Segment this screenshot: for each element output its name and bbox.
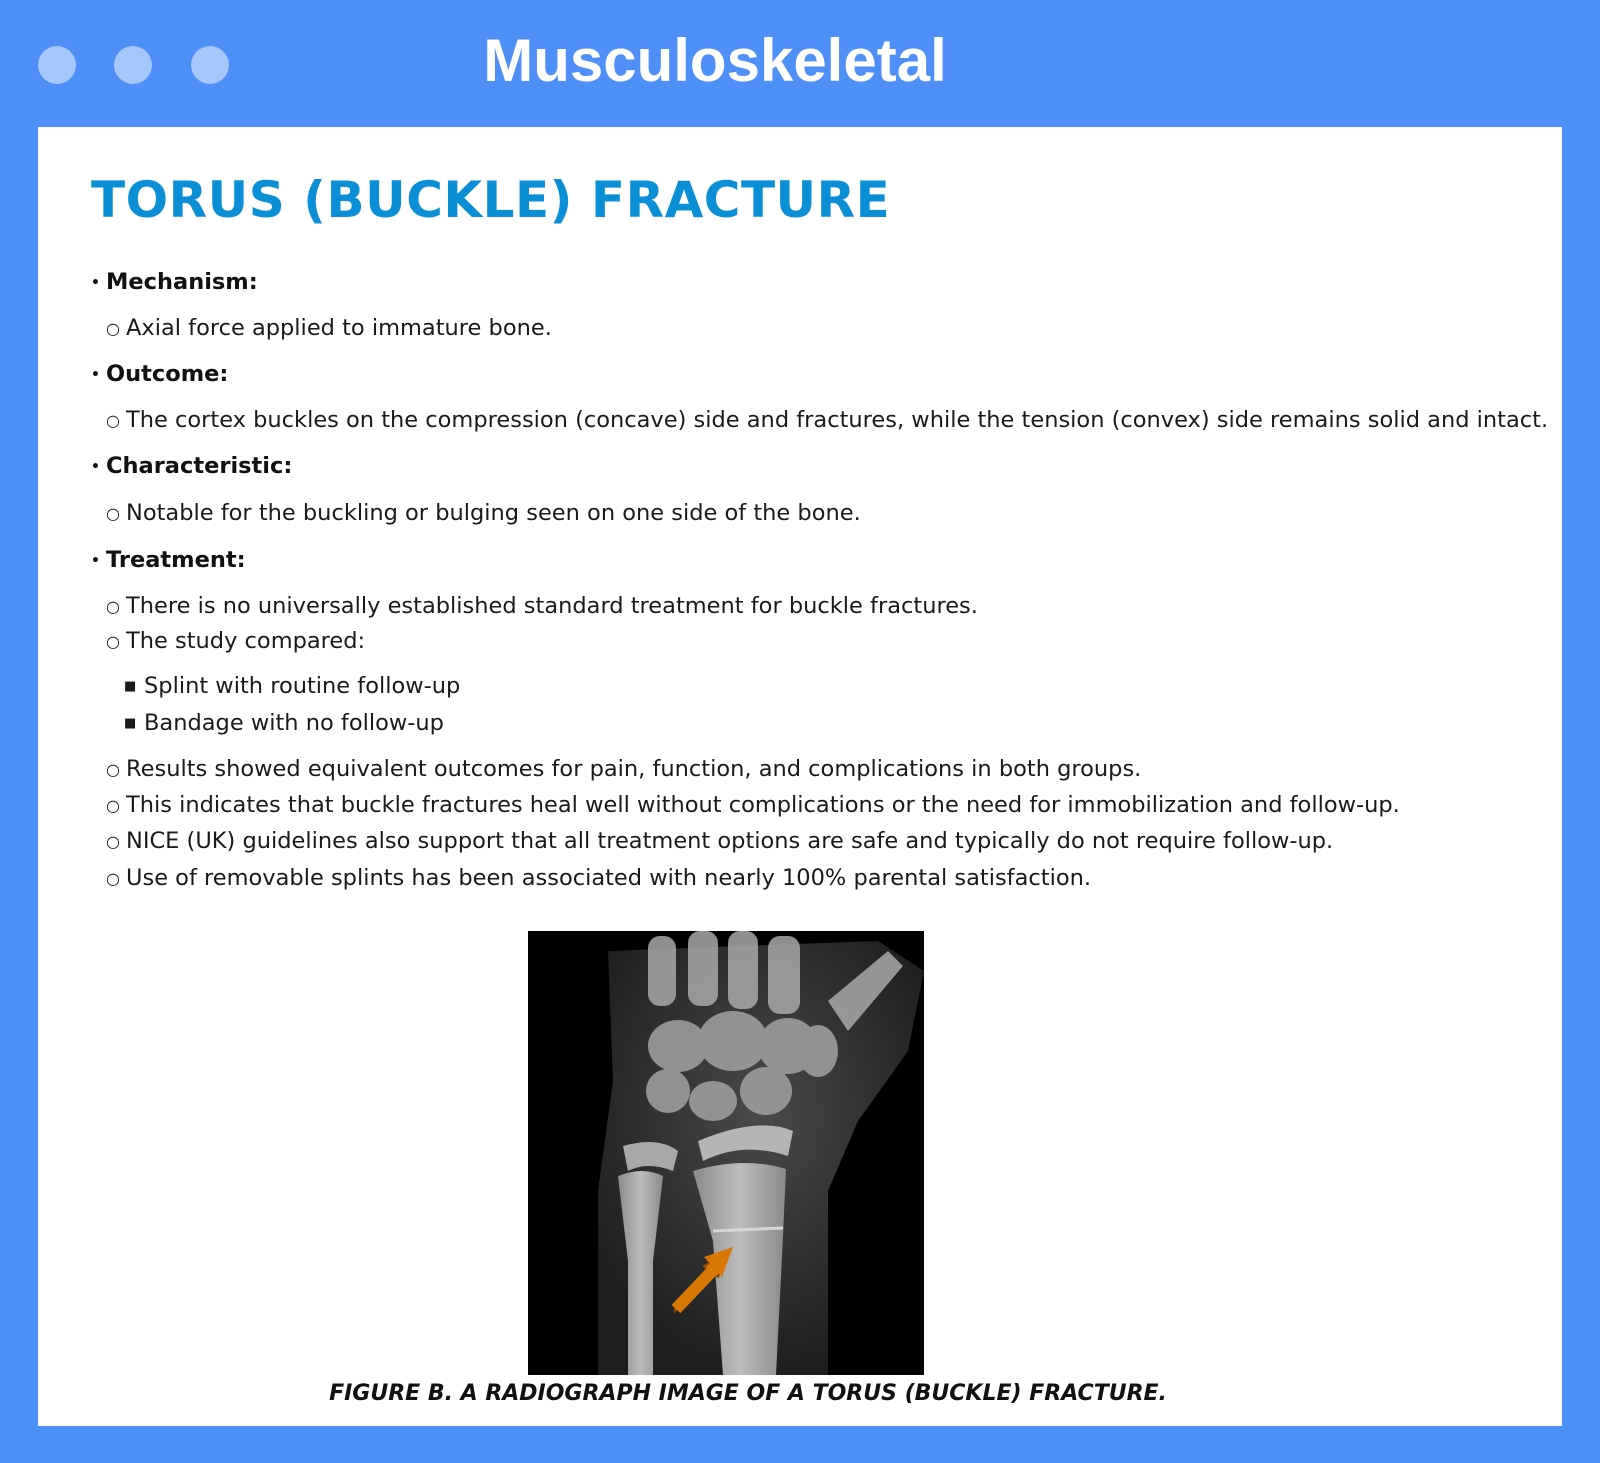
document-panel bbox=[38, 127, 1562, 1426]
section-heading-mechanism: • Mechanism: bbox=[91, 269, 258, 295]
section-heading-characteristic: • Characteristic: bbox=[91, 453, 293, 479]
section-heading-treatment: • Treatment: bbox=[91, 547, 246, 573]
list-item: ○ The study compared: bbox=[106, 628, 366, 654]
window-title: Musculoskeletal bbox=[483, 27, 947, 94]
list-item: ○ Results showed equivalent outcomes for pain, function, and complications in both groups. bbox=[106, 756, 1142, 782]
list-item: ○ Axial force applied to immature bone. bbox=[106, 315, 552, 341]
wrist-xray-illustration bbox=[528, 931, 924, 1375]
list-item: ○ Use of removable splints has been associated with nearly 100% parental satisfaction. bbox=[106, 865, 1092, 891]
section-heading-outcome: • Outcome: bbox=[91, 361, 229, 387]
page-title: TORUS (BUCKLE) FRACTURE bbox=[91, 171, 891, 229]
window-titlebar bbox=[0, 0, 1600, 127]
radiograph-image bbox=[528, 931, 924, 1375]
sub-list-item: ■ Splint with routine follow-up bbox=[124, 673, 461, 699]
figure-caption: FIGURE B. A RADIOGRAPH IMAGE OF A TORUS (BUCKLE) FRACTURE. bbox=[329, 1381, 1167, 1406]
list-item: ○ This indicates that buckle fractures heal well without complications or the need for immobilization and follow-up. bbox=[106, 792, 1400, 818]
sub-list-item: ■ Bandage with no follow-up bbox=[124, 710, 444, 736]
list-item: ○ NICE (UK) guidelines also support that all treatment options are safe and typically do not require follow-up. bbox=[106, 828, 1334, 854]
list-item: ○ Notable for the buckling or bulging seen on one side of the bone. bbox=[106, 500, 861, 526]
list-item: ○ The cortex buckles on the compression (concave) side and fractures, while the tension (convex) side remains solid and intact. bbox=[106, 407, 1549, 433]
list-item: ○ There is no universally established standard treatment for buckle fractures. bbox=[106, 593, 978, 619]
